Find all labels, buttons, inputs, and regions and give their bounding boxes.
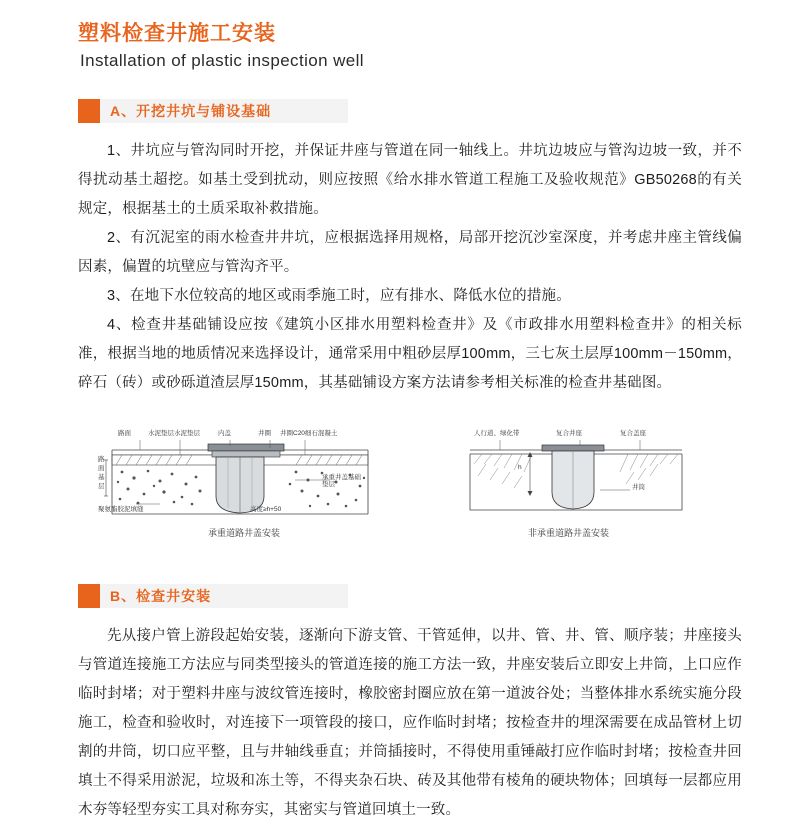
section-b-label: B、检查井安装 [110, 588, 212, 605]
figure-label: 井圈C20细石混凝土 [280, 430, 338, 438]
paragraph: 1、井坑应与管沟同时开挖，并保证井座与管道在同一轴线上。井坑边坡应与管沟边坡一致，并不得扰动基土超挖。如基土受到扰动，则应按照《给水排水管道工程施工及验收规范》GB50268的有关规定，根据基土的土质采取补救措施。 [78, 143, 742, 218]
figure-label: 高度≥h+50 [250, 506, 282, 514]
figure-label: 人行道、绿化带 [474, 430, 520, 438]
figure-label: 复合井座 [556, 430, 582, 438]
figure-left-drawing [98, 430, 380, 518]
figure-inspection-well-diagram [80, 420, 720, 540]
figure-label: 井筒 [632, 484, 645, 492]
figure-right-drawing [460, 430, 690, 518]
figure-label: 井圈 [258, 430, 271, 438]
section-b-body [40, 622, 760, 825]
paragraph: 3、在地下水位较高的地区或雨季施工时，应有排水、降低水位的措施。 [107, 288, 571, 305]
section-header-b [78, 584, 348, 608]
figure-label: 内盖 [218, 430, 231, 438]
figure-label: 复合盖座 [620, 430, 646, 438]
figure-label: 面 [98, 465, 105, 473]
figure-label: h [518, 464, 522, 472]
figure-label: 路 [98, 456, 105, 464]
figure-label: 承重井盖基础垫层 [322, 474, 361, 489]
section-header-a [78, 99, 348, 123]
page-title-zh: 塑料检查井施工安装 [78, 22, 276, 45]
figure-label: 基 [98, 474, 105, 482]
section-tag-icon [78, 584, 100, 608]
figure-right-caption: 非承重道路井盖安装 [528, 528, 610, 539]
paragraph: 2、有沉泥室的雨水检查井井坑，应根据选择用规格，局部开挖沉沙室深度，并考虑井座主管线偏因素，偏置的坑壁应与管沟齐平。 [78, 230, 742, 276]
paragraph: 先从接户管上游段起始安装，逐渐向下游支管、干管延伸，以井、管、井、管、顺序装；井座接头与管道连接施工方法应与同类型接头的管道连接的施工方法一致，井座安装后立即安上井筒，上口应作临时封堵；对于塑料井座与波纹管连接时，橡胶密封圈应放在第一道波谷处；当整体排水系统实施分段施工，检查和验收时，对连接下一项管段的接口，应作临时封堵；按检查井的埋深需要在成品管材上切割的井筒，切口应平整，且与井轴线垂直；并筒插接时，不得使用重锤敲打应作临时封堵；按检查井回填土不得采用淤泥，垃圾和冻土等，不得夹杂石块、砖及其他带有棱角的硬块物体；回填每一层都应用木夯等轻型夯实工具对称夯实，其密实与管道回填土一致。 [78, 628, 742, 819]
paragraph: 4、检查井基础铺设应按《建筑小区排水用塑料检查井》及《市政排水用塑料检查井》的相关标准，根据当地的地质情况来选择设计，通常采用中粗砂层厚100mm，三七灰土层厚100mm－150mm，碎石（砖）或砂砾道渣层厚150mm，其基础铺设方案方法请参考相关标准的检查井基础图。 [78, 317, 742, 392]
figure-left-caption: 承重道路井盖安装 [208, 528, 281, 539]
page-title-en: Installation of plastic inspection well [80, 51, 364, 71]
figure-label: 路面 [118, 430, 131, 438]
section-a-body [40, 137, 760, 398]
section-tag-icon [78, 99, 100, 123]
footer-spacer [40, 825, 760, 835]
section-a-label: A、开挖井坑与铺设基础 [110, 103, 272, 120]
figure-label: 水泥垫层水泥垫层 [148, 430, 200, 438]
figure-label: 聚氨酯胶泥填缝 [98, 506, 144, 514]
figure-label: 层 [98, 483, 105, 491]
right-well-svg [460, 434, 690, 518]
